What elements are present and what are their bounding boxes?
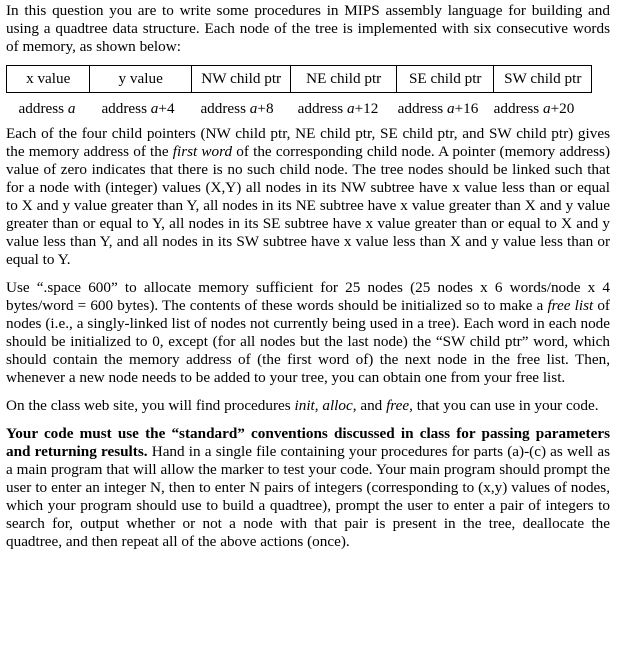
- table-header-cell: NW child ptr: [191, 66, 291, 93]
- table-header-cell: SE child ptr: [396, 66, 494, 93]
- address-label: address a+4: [101, 100, 175, 117]
- node-layout-table: [6, 65, 592, 93]
- intro-paragraph: In this question you are to write some procedures in MIPS assembly language for building and using a quadtree data structure. Each node of the tree is implemented with six consecutive words of memory, as shown below:: [6, 2, 610, 55]
- table-header-cell: NE child ptr: [291, 66, 397, 93]
- node-layout-header-row: [7, 66, 592, 93]
- conventions-paragraph: Your code must use the “standard” conventions discussed in class for passing parameters and returning results. Hand in a single file containing your procedures for parts (a)-(c) as well as a main program that will allow the marker to test your code. Your main program should prompt the user to enter an integer N, then to enter N pairs of integers (corresponding to (x,y) values of nodes, which your program should use to build a quadtree), prompt the user to enter a pair of integers to search for, output whether or not a node with that pair is present in the tree, deallocate the quadtree, and then repeat all of the above actions (once).: [6, 425, 610, 550]
- address-row: [6, 100, 592, 118]
- table-header-cell: y value: [90, 66, 192, 93]
- address-label: address a+8: [200, 100, 274, 117]
- address-label: address a+12: [297, 100, 379, 117]
- address-label: address a+20: [493, 100, 575, 117]
- child-pointer-paragraph: Each of the four child pointers (NW child ptr, NE child ptr, SE child ptr, and SW child ptr) gives the memory address of the first word of the corresponding child node. A pointer (memory address) value of zero indicates that there is no such child node. The tree nodes should be linked such that for a node with (integer) values (X,Y) all nodes in its NW subtree have x value less than or equal to X and y value greater than Y, all nodes in its NE subtree have x value greater than X and y value greater than or equal to Y, all nodes in its SE subtree have x value greater than or equal to X and y value less than Y, and all nodes in its SW subtree have x value less than X and y value less than or equal to Y.: [6, 125, 610, 268]
- free-list-paragraph: Use “.space 600” to allocate memory sufficient for 25 nodes (25 nodes x 6 words/node x 4 bytes/word = 600 bytes). The contents of these words should be initialized so to make a free list of nodes (i.e., a singly-linked list of nodes not currently being used in a tree). Each word in each node should be initialized to 0, except (for all nodes but the last node) the “SW child ptr” word, which should contain the memory address of (the first word of) the next node in the free list. Then, whenever a new node needs to be added to your tree, you can obtain one from your free list.: [6, 279, 610, 386]
- address-label: address a: [18, 100, 76, 117]
- table-header-cell: x value: [7, 66, 90, 93]
- address-label: address a+16: [397, 100, 479, 117]
- table-header-cell: SW child ptr: [494, 66, 592, 93]
- procedures-paragraph: On the class web site, you will find procedures init, alloc, and free, that you can use in your code.: [6, 397, 599, 414]
